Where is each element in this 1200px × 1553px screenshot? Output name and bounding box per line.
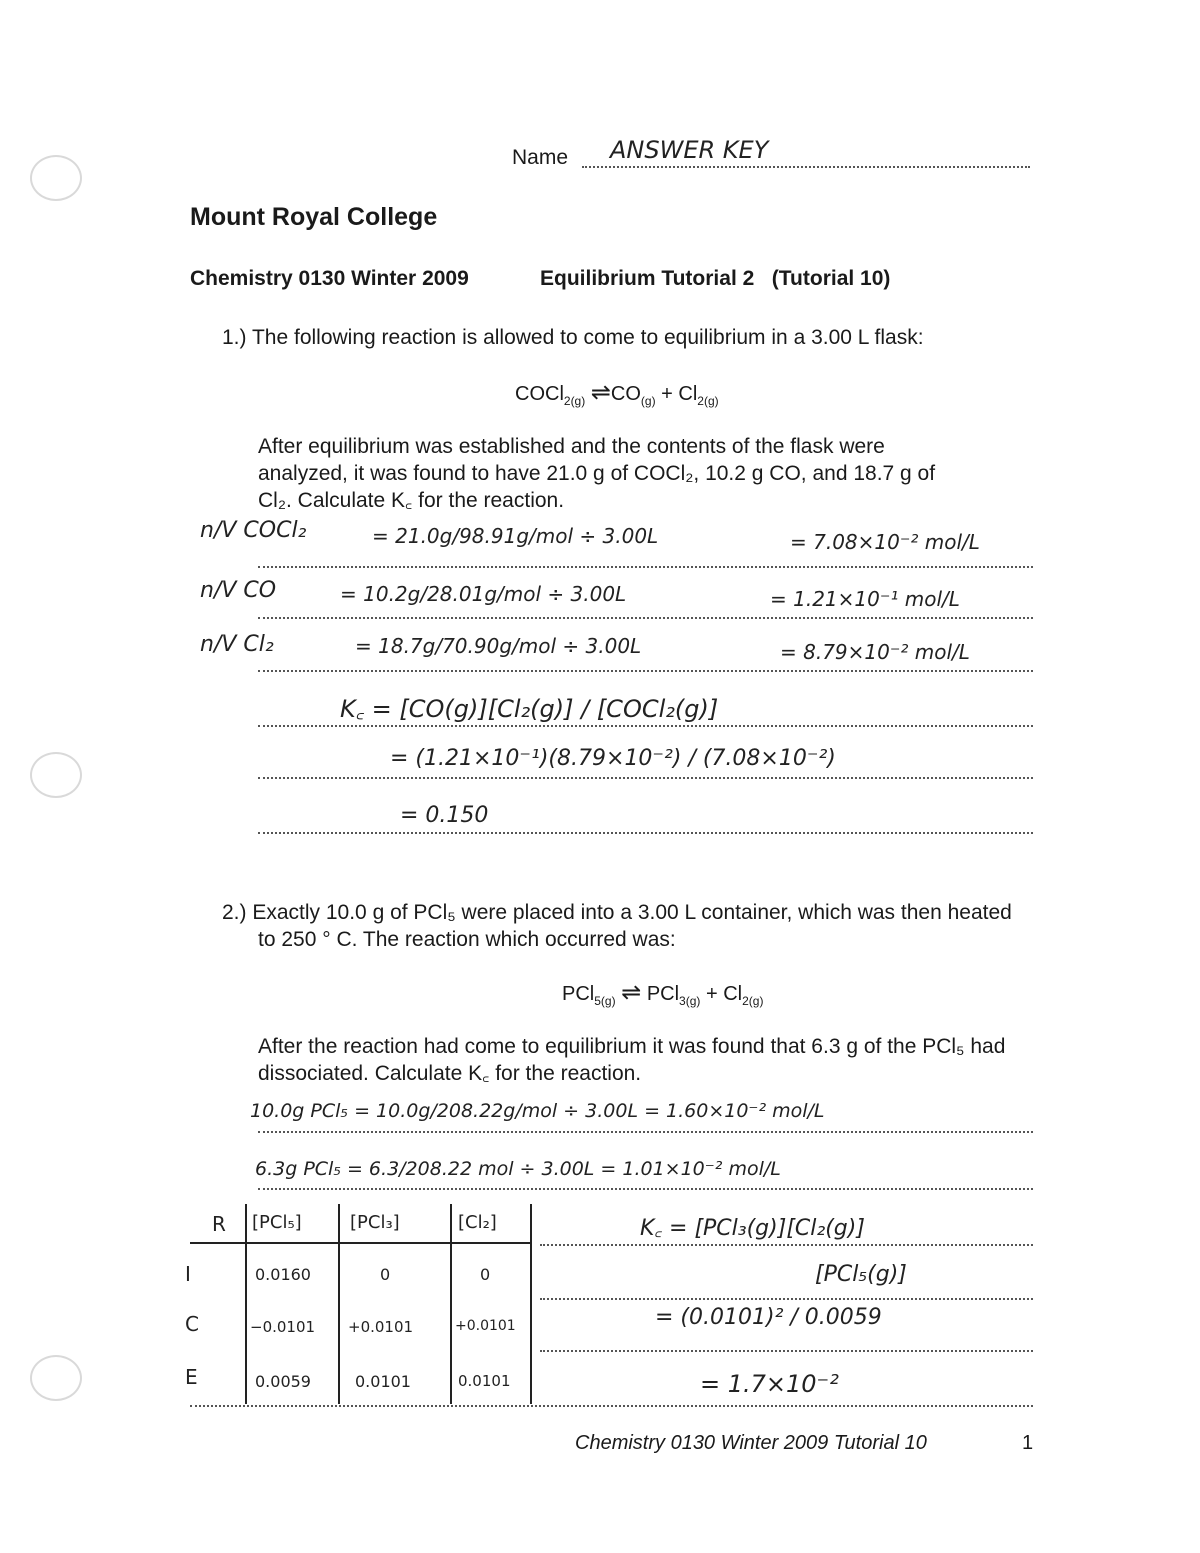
- q2-answer-line: [540, 1298, 1033, 1300]
- q1-answer-line: [258, 832, 1033, 834]
- ice-row-e-label: E: [185, 1365, 198, 1389]
- q1-work-l1-calc: = 21.0g/98.91g/mol ÷ 3.00L: [372, 524, 659, 548]
- college-title: Mount Royal College: [190, 203, 438, 231]
- q2-answer-line: [540, 1350, 1033, 1352]
- q1-paragraph: [258, 433, 1058, 514]
- q1-work-l3-calc: = 18.7g/70.90g/mol ÷ 3.00L: [355, 634, 642, 658]
- q2-para-line1: After the reaction had come to equilibrium it was found that 6.3 g of the PCl₅ had: [258, 1035, 1006, 1058]
- q2-answer-line: [190, 1405, 1033, 1407]
- q1-work-l1-result: = 7.08×10⁻² mol/L: [790, 530, 980, 554]
- course-title: Chemistry 0130 Winter 2009: [190, 267, 469, 290]
- q1-eq-product1: CO: [610, 383, 641, 405]
- q1-para-line1: After equilibrium was established and the contents of the flask were: [258, 435, 885, 458]
- q2-eq-reactant-sub: 5(g): [594, 994, 616, 1008]
- q2-answer-line: [540, 1244, 1033, 1246]
- q2-eq-product2-sub: 2(g): [742, 994, 764, 1008]
- ice-table-col-rule: [530, 1204, 532, 1404]
- q2-eq-reactant: PCl: [562, 983, 595, 1005]
- page-number: 1: [1022, 1432, 1034, 1454]
- q1-para-line2: analyzed, it was found to have 21.0 g of COCl₂, 10.2 g CO, and 18.7 g of: [258, 462, 936, 485]
- ice-header-pcl5: [PCl₅]: [252, 1212, 302, 1233]
- q1-work-l2-result: = 1.21×10⁻¹ mol/L: [770, 587, 960, 611]
- ice-row-c-cl2: +0.0101: [455, 1318, 516, 1334]
- ice-row-c-pcl3: +0.0101: [348, 1318, 414, 1336]
- q1-kc-substitution: = (1.21×10⁻¹)(8.79×10⁻²) / (7.08×10⁻²): [390, 746, 836, 771]
- q1-answer-line: [258, 566, 1033, 568]
- q1-eq-reactant-sub: 2(g): [563, 394, 586, 408]
- q1-eq-plus: +: [661, 383, 673, 405]
- q1-answer-line: [258, 617, 1033, 619]
- q2-kc-substitution: = (0.0101)² / 0.0059: [655, 1305, 882, 1330]
- ice-table-col-rule: [245, 1204, 247, 1404]
- q1-para-line3: Cl₂. Calculate K꜀ for the reaction.: [258, 489, 565, 512]
- binder-hole-top: [30, 155, 82, 201]
- equilibrium-arrow-icon: ⇌: [621, 979, 642, 1006]
- q1-work-l2-label: n/V CO: [200, 578, 277, 603]
- q1-eq-product2: Cl: [678, 383, 698, 405]
- ice-table-col-rule: [450, 1204, 452, 1404]
- ice-row-i-label: I: [185, 1262, 191, 1286]
- equilibrium-arrow-icon: ⇌: [590, 379, 611, 406]
- q1-answer-line: [258, 725, 1033, 727]
- q1-kc-expression: K꜀ = [CO(g)][Cl₂(g)] / [COCl₂(g)]: [340, 695, 719, 723]
- ice-header-cl2: [Cl₂]: [458, 1212, 497, 1233]
- ice-row-i-pcl3: 0: [380, 1265, 391, 1284]
- q1-work-l3-result: = 8.79×10⁻² mol/L: [780, 640, 970, 664]
- q1-eq-product1-sub: (g): [640, 394, 656, 408]
- q2-paragraph: [258, 1033, 1138, 1087]
- tutorial-title: Equilibrium Tutorial 2 (Tutorial 10): [540, 267, 891, 290]
- name-line: [582, 166, 1030, 168]
- ice-table-header-rule: [190, 1242, 530, 1244]
- q2-eq-product1-sub: 3(g): [679, 994, 701, 1008]
- q2-para-line2: dissociated. Calculate K꜀ for the reaction.: [258, 1062, 642, 1085]
- q1-prompt: 1.) The following reaction is allowed to come to equilibrium in a 3.00 L flask:: [222, 326, 924, 349]
- q2-prompt-line2: to 250 ° C. The reaction which occurred was:: [258, 928, 676, 951]
- q2-kc-numerator: K꜀ = [PCl₃(g)][Cl₂(g)]: [640, 1216, 865, 1241]
- ice-row-i-pcl5: 0.0160: [255, 1265, 311, 1284]
- q1-kc-result: = 0.150: [400, 803, 489, 828]
- ice-row-e-cl2: 0.0101: [458, 1372, 511, 1390]
- q2-answer-line: [258, 1188, 1033, 1190]
- q2-answer-line: [258, 1131, 1033, 1133]
- q2-work-l2: 6.3g PCl₅ = 6.3/208.22 mol ÷ 3.00L = 1.01×10⁻² mol/L: [255, 1158, 781, 1180]
- q2-eq-product1: PCl: [646, 983, 680, 1005]
- q2-eq-product2: Cl: [723, 983, 743, 1005]
- name-value: ANSWER KEY: [610, 136, 769, 164]
- name-label: Name: [512, 146, 569, 169]
- ice-row-c-label: C: [185, 1312, 199, 1336]
- q1-equation: [515, 378, 719, 408]
- binder-hole-middle: [30, 752, 82, 798]
- ice-row-i-cl2: 0: [480, 1265, 491, 1284]
- ice-row-c-pcl5: −0.0101: [250, 1318, 316, 1336]
- q1-answer-line: [258, 777, 1033, 779]
- footer-course: Chemistry 0130 Winter 2009 Tutorial 10: [575, 1432, 927, 1454]
- q2-kc-denominator: [PCl₅(g)]: [815, 1262, 907, 1287]
- ice-row-e-pcl3: 0.0101: [355, 1372, 411, 1391]
- q1-answer-line: [258, 670, 1033, 672]
- ice-row-e-pcl5: 0.0059: [255, 1372, 311, 1391]
- q2-prompt-line1: 2.) Exactly 10.0 g of PCl₅ were placed into a 3.00 L container, which was then heated: [222, 901, 1012, 924]
- q2-prompt: [222, 899, 1122, 953]
- q2-equation: [562, 978, 763, 1008]
- q1-work-l3-label: n/V Cl₂: [200, 632, 274, 657]
- q2-eq-plus: +: [705, 983, 718, 1005]
- q2-kc-result: = 1.7×10⁻²: [700, 1370, 839, 1398]
- ice-header-pcl3: [PCl₃]: [350, 1212, 400, 1233]
- q1-eq-reactant: COCl: [515, 383, 564, 405]
- binder-hole-bottom: [30, 1355, 82, 1401]
- q1-work-l1-label: n/V COCl₂: [200, 518, 307, 543]
- ice-table-col-rule: [338, 1204, 340, 1404]
- ice-header-r: R: [212, 1212, 226, 1236]
- q2-work-l1: 10.0g PCl₅ = 10.0g/208.22g/mol ÷ 3.00L = 1.60×10⁻² mol/L: [250, 1100, 825, 1122]
- q1-work-l2-calc: = 10.2g/28.01g/mol ÷ 3.00L: [340, 582, 627, 606]
- q1-eq-product2-sub: 2(g): [697, 394, 719, 408]
